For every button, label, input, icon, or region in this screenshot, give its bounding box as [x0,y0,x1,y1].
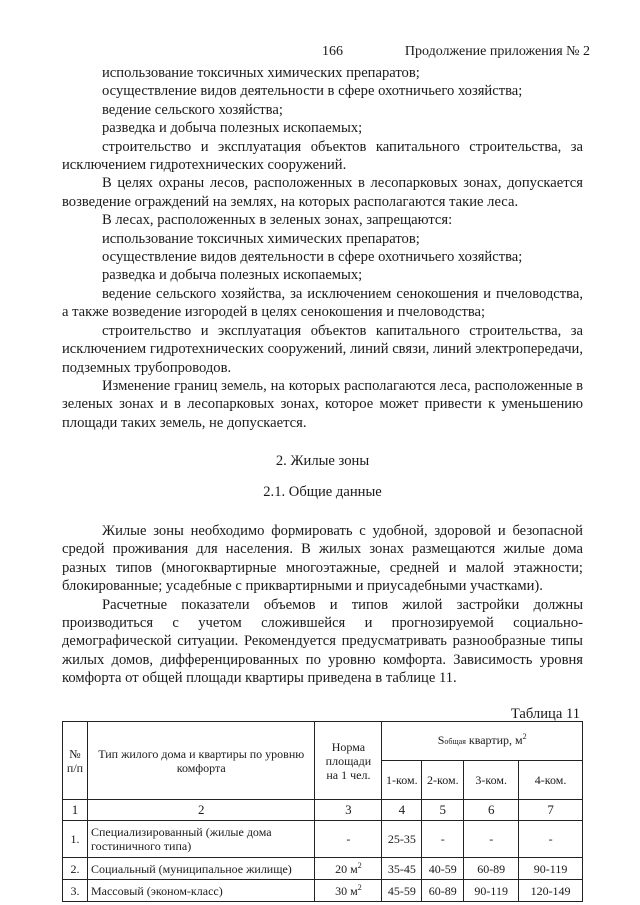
column-number: 6 [464,800,519,821]
row-area-2: - [422,821,464,858]
row-area-4: 120-149 [519,880,583,902]
row-type: Специализированный (жилые дома гостиничного типа) [87,821,314,858]
header-rooms-2: 2-ком. [422,761,464,800]
page-number: 166 [322,44,343,59]
paragraph: ведение сельского хозяйства, за исключением сенокошения и пчеловодства, а также возведение изгородей в целях сенокошения и пчеловодства; [62,285,583,321]
column-number: 2 [87,800,314,821]
row-area-3: 60-89 [464,858,519,880]
column-number: 5 [422,800,464,821]
paragraph: разведка и добыча полезных ископаемых; [102,267,363,284]
header-rooms-1: 1-ком. [382,761,422,800]
paragraph: Изменение границ земель, на которых располагаются леса, расположенные в зеленых зонах и в лесопарковых зонах, которое может привести к уменьшению площади таких земель, не допускается. [62,377,583,431]
paragraph: строительство и эксплуатация объектов капитального строительства, за исключением гидротехнических сооружений, линий связи, линий электропередачи, подземных трубопроводов. [62,322,583,376]
row-area-3: - [464,821,519,858]
appendix-continuation: Продолжение приложения № 2 [404,44,590,59]
row-type: Социальный (муниципальное жилище) [87,858,314,880]
paragraph: В лесах, расположенных в зеленых зонах, запрещаются: [102,212,453,229]
table-row [63,821,583,858]
row-area-4: - [519,821,583,858]
table-header-row [63,722,583,761]
row-num: 3. [63,880,88,902]
row-area-1: 35-45 [382,858,422,880]
row-norm [315,858,382,880]
column-number: 4 [382,800,422,821]
paragraph: ведение сельского хозяйства; [102,101,283,118]
header-area-sup: 2 [522,732,527,741]
column-number: 1 [63,800,88,821]
row-norm-value: 30 м [335,883,358,898]
column-number-row [63,800,583,821]
row-norm: - [315,821,382,858]
paragraph: осуществление видов деятельности в сфере охотничьего хозяйства; [102,249,523,266]
header-area-sub: общая [444,737,466,746]
row-type: Массовый (эконом-класс) [87,880,314,902]
row-area-1: 25-35 [382,821,422,858]
paragraph: использование токсичных химических препаратов; [102,230,420,247]
paragraph: разведка и добыча полезных ископаемых; [102,120,363,137]
row-num: 1. [63,821,88,858]
table-row [63,880,583,902]
row-area-1: 45-59 [382,880,422,902]
row-norm-value: 20 м [335,861,358,876]
header-type: Тип жилого дома и квартиры по уровню комфорта [87,722,314,800]
header-rooms-4: 4-ком. [519,761,583,800]
paragraph: осуществление видов деятельности в сфере охотничьего хозяйства; [102,83,523,100]
row-norm-sup: 2 [357,860,362,870]
section-title: 2. Жилые зоны [275,453,370,470]
paragraph: В целях охраны лесов, расположенных в лесопарковых зонах, допускается возведение ограждений на землях, на которых располагаются такие леса. [62,175,583,210]
paragraph: Жилые зоны необходимо формировать с удобной, здоровой и безопасной средой проживания для населения. В жилых зонах размещаются жилые дома разных типов (многоквартирные многоэтажные, средней и малой этажности; блокированные; усадебные с приквартирными и приусадебными участками). [62,522,583,595]
row-num: 2. [63,858,88,880]
header-num: № п/п [63,722,88,800]
row-area-4: 90-119 [519,858,583,880]
comfort-level-table [62,721,583,902]
table-caption: Таблица 11 [510,706,580,722]
header-area-s: S [437,733,445,747]
row-area-3: 90-119 [464,880,519,902]
header-area [382,722,583,761]
paragraph: Расчетные показатели объемов и типов жилой застройки должны производиться с учетом сложившейся и прогнозируемой социально-демографической ситуации. Рекомендуется предусматривать разнообразные типы жилых домов, дифференцированных по уровню комфорта. Зависимость уровня комфорта от общей площади квартиры приведена в таблице 11. [62,596,583,687]
row-area-2: 40-59 [422,858,464,880]
column-number: 7 [519,800,583,821]
page-header [0,44,640,64]
header-rooms-3: 3-ком. [464,761,519,800]
paragraph: строительство и эксплуатация объектов капитального строительства, за исключением гидротехнических сооружений. [62,138,583,174]
document-body [62,64,583,688]
header-norm: Норма площади на 1 чел. [315,722,382,800]
row-norm-sup: 2 [357,882,362,892]
row-norm [315,880,382,902]
header-area-rest: квартир, м [465,733,523,747]
table-row [63,858,583,880]
paragraph: использование токсичных химических препаратов; [102,65,420,81]
column-number: 3 [315,800,382,821]
row-area-2: 60-89 [422,880,464,902]
subsection-title: 2.1. Общие данные [263,483,382,500]
